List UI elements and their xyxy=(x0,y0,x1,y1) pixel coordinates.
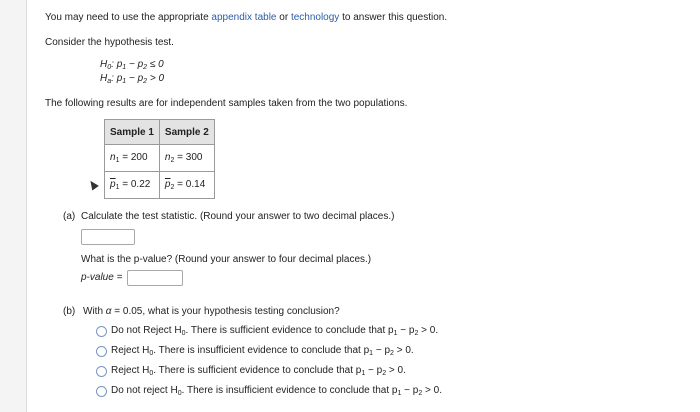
pvalue-input[interactable] xyxy=(127,270,183,286)
test-statistic-input[interactable] xyxy=(81,229,135,245)
instruction-text: You may need to use the appropriate appendix table or technology to answer this question. xyxy=(45,12,448,23)
alternative-hypothesis: $H_a$: $p_1 - p_2 > 0$ xyxy=(100,73,165,85)
radio-option-4[interactable] xyxy=(96,386,107,397)
cell-n1: $n_1 = 200$ xyxy=(105,145,160,172)
radio-option-1[interactable] xyxy=(96,326,107,337)
header-sample-2: Sample 2 xyxy=(159,120,214,145)
part-b-question: With α = 0.05, what is your hypothesis testing conclusion? xyxy=(83,306,340,317)
header-sample-1: Sample 1 xyxy=(105,120,160,145)
option-1-label[interactable]: Do not Reject $H_0$. There is sufficient evidence to conclude that $p_1 - p_2 > 0$. xyxy=(111,325,439,337)
results-table xyxy=(104,119,215,199)
pvalue-question: What is the p-value? (Round your answer to four decimal places.) xyxy=(81,254,372,265)
cell-p1: $\overline{p}_1 = 0.22$ xyxy=(105,172,160,199)
part-a-label: (a) xyxy=(63,211,76,222)
part-a-question: Calculate the test statistic. (Round your answer to two decimal places.) xyxy=(81,211,395,222)
cell-p2: $\overline{p}_2 = 0.14$ xyxy=(159,172,214,199)
null-hypothesis: $H_0$: $p_1 - p_2 \le 0$ xyxy=(100,59,164,71)
radio-option-3[interactable] xyxy=(96,366,107,377)
cell-n2: $n_2 = 300$ xyxy=(159,145,214,172)
part-b-label: (b) xyxy=(63,306,76,317)
appendix-table-link[interactable]: appendix table xyxy=(211,12,277,23)
technology-link[interactable]: technology xyxy=(290,12,340,23)
radio-option-2[interactable] xyxy=(96,346,107,357)
option-4-label[interactable]: Do not reject $H_0$. There is insufficient evidence to conclude that $p_1 - p_2 > 0$. xyxy=(111,385,443,397)
option-2-label[interactable]: Reject $H_0$. There is insufficient evidence to conclude that $p_1 - p_2 > 0$. xyxy=(111,345,414,357)
results-text: The following results are for independent samples taken from the two populations. xyxy=(45,98,408,109)
option-3-label[interactable]: Reject $H_0$. There is sufficient evidence to conclude that $p_1 - p_2 > 0$. xyxy=(111,365,406,377)
pvalue-label: p-value = xyxy=(81,272,123,283)
consider-text: Consider the hypothesis test. xyxy=(45,37,174,48)
